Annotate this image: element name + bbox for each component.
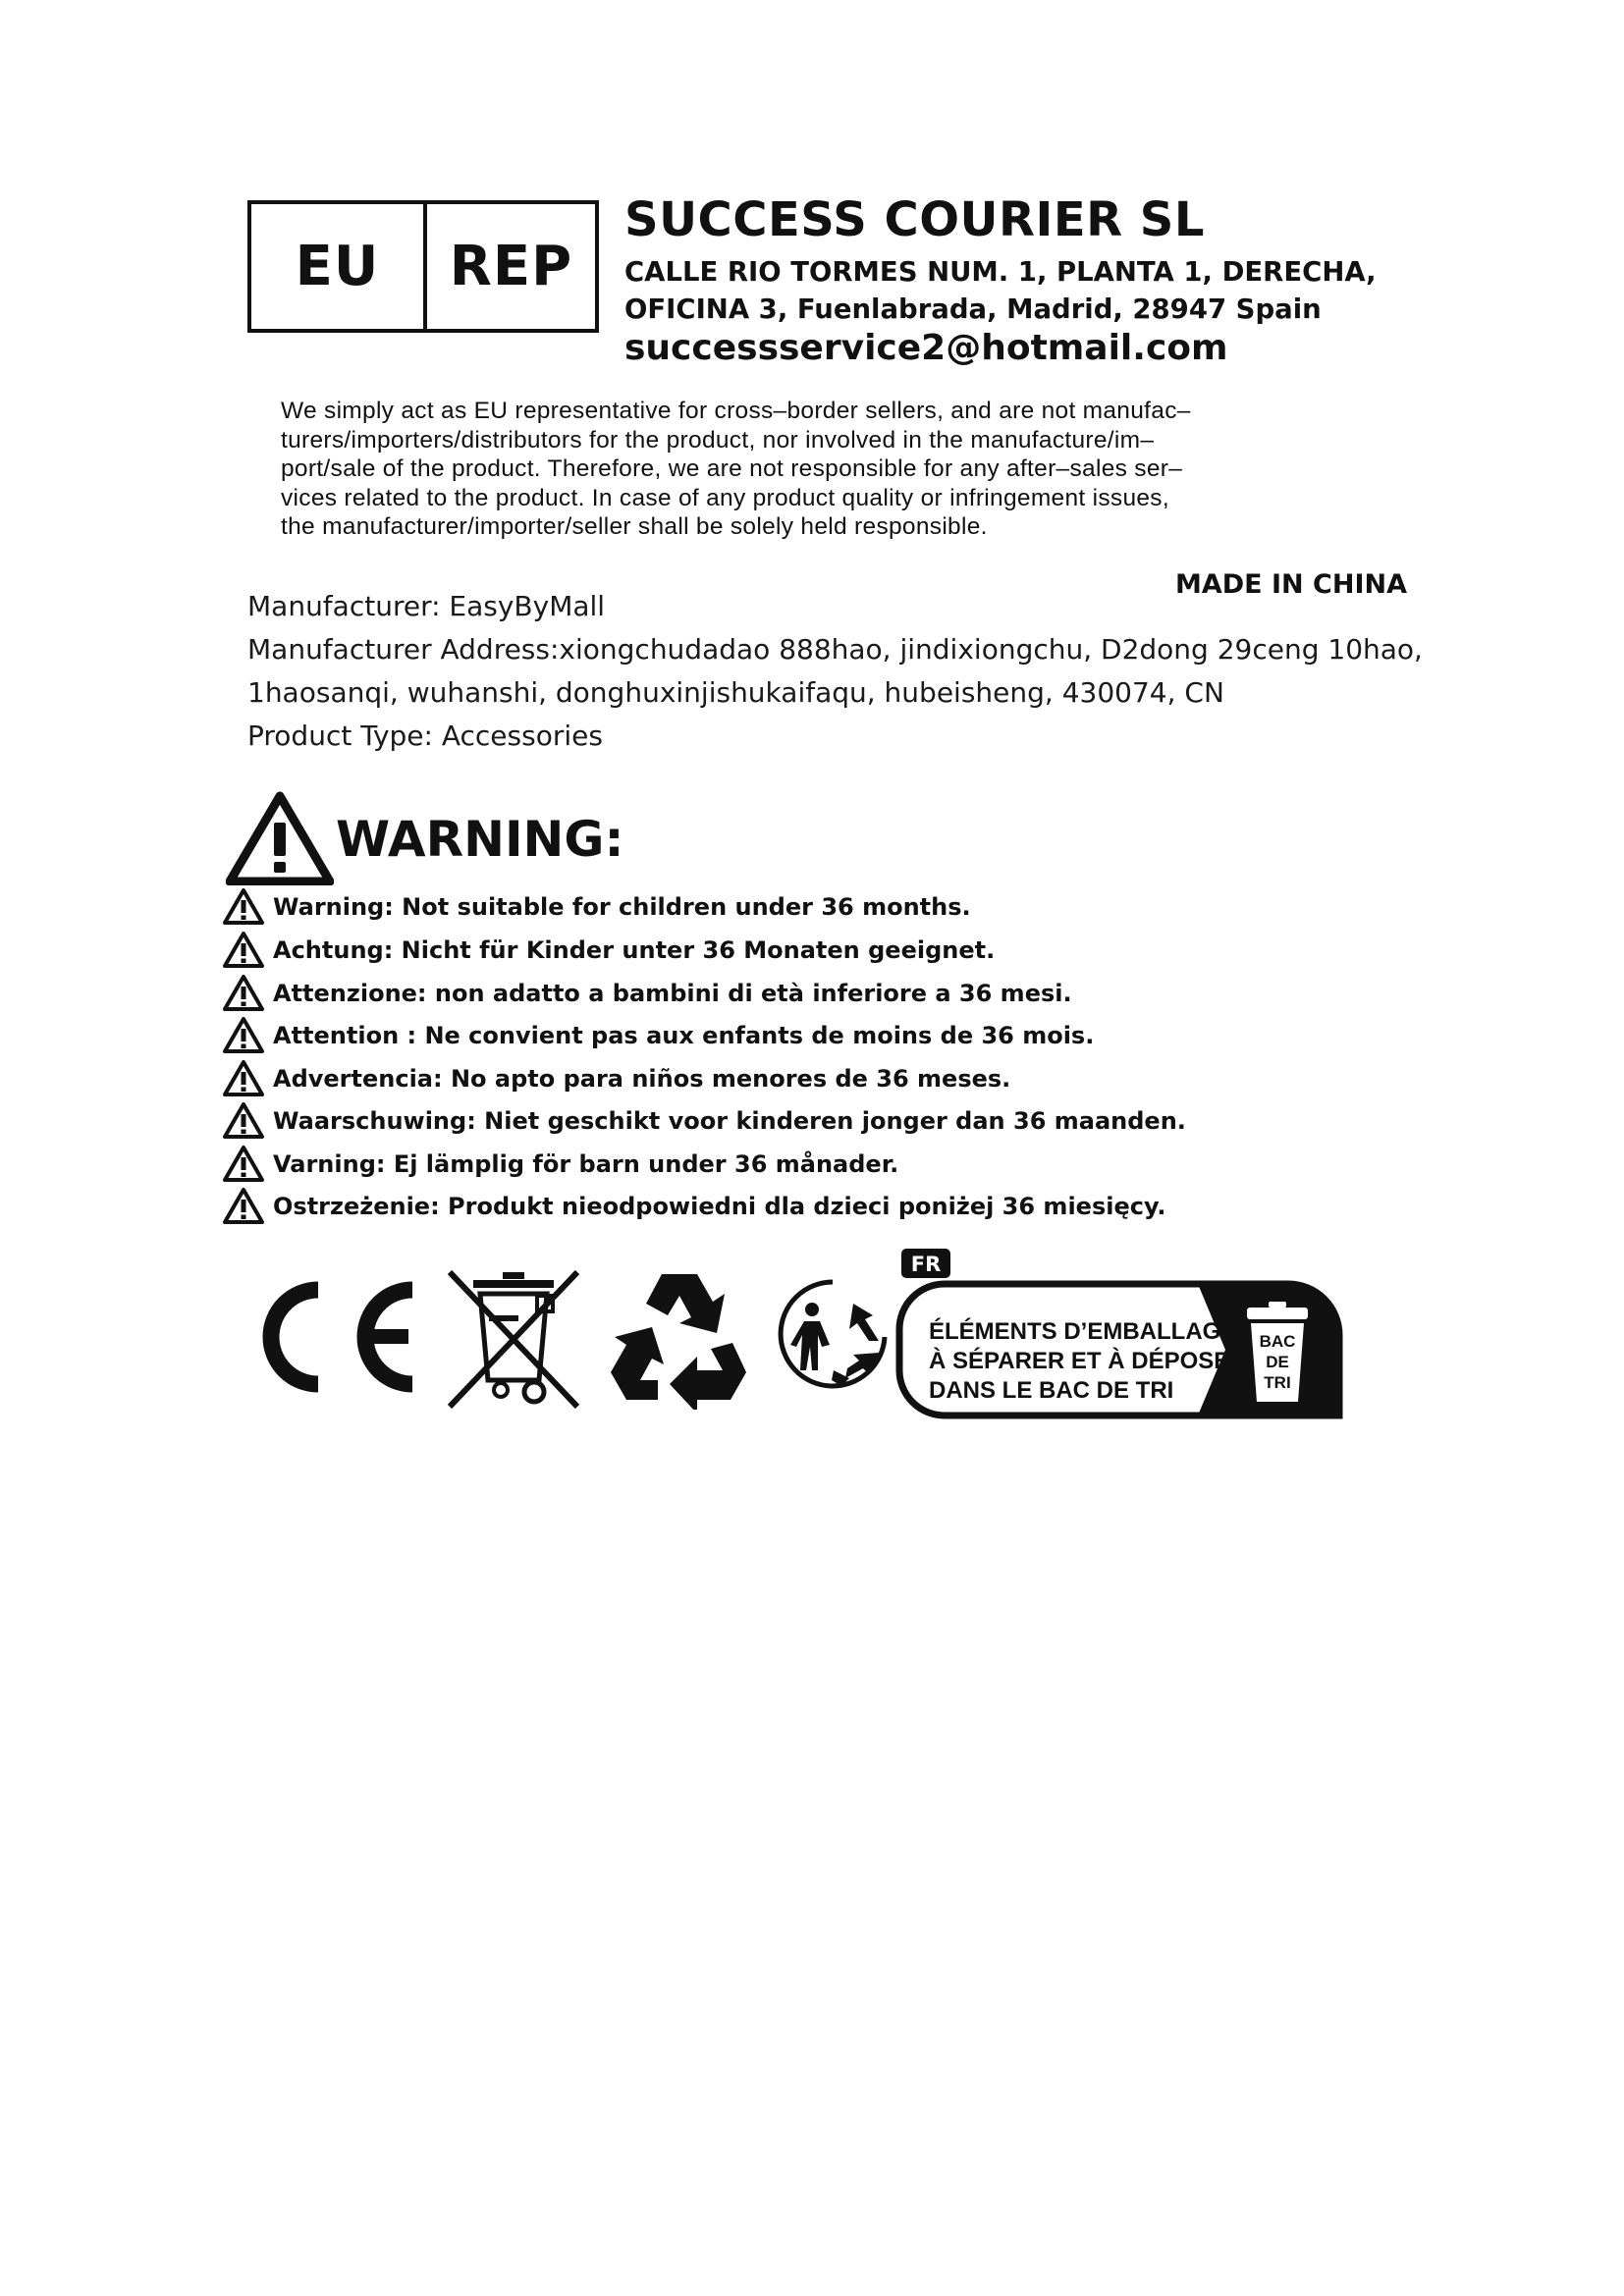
product-type: Product Type: Accessories (247, 720, 603, 752)
bin-label-line-2: DE (1266, 1353, 1289, 1371)
warning-item (222, 1101, 1186, 1141)
weee-crossed-bin-icon (444, 1264, 583, 1412)
recycle-icon (607, 1266, 750, 1410)
disclaimer-line: vices related to the product. In case of any product quality or infringement issues, (281, 484, 1169, 511)
warning-triangle-icon (222, 1145, 265, 1184)
warning-item-text: Warning: Not suitable for children under 36 months. (273, 893, 971, 921)
disclaimer-line: port/sale of the product. Therefore, we are not responsible for any after–sales ser– (281, 455, 1183, 482)
warning-triangle-icon (222, 1059, 265, 1098)
fr-label-line-3: DANS LE BAC DE TRI (929, 1377, 1174, 1404)
fr-sorting-info-label (895, 1249, 1357, 1421)
eu-rep-badge (247, 200, 599, 333)
manufacturer-name: Manufacturer: EasyByMall (247, 590, 606, 622)
fr-tag-text: FR (910, 1253, 942, 1276)
eu-rep-badge-rep: REP (449, 235, 573, 298)
eu-rep-badge-eu: EU (295, 235, 380, 298)
bin-label-line-3: TRI (1264, 1373, 1291, 1392)
warning-triangle-icon (222, 1016, 265, 1055)
warning-item-text: Advertencia: No apto para niños menores de 36 meses. (273, 1065, 1011, 1093)
warning-item-text: Waarschuwing: Niet geschikt voor kinderen jonger dan 36 maanden. (273, 1107, 1186, 1135)
warning-item-text: Achtung: Nicht für Kinder unter 36 Monaten geeignet. (273, 936, 996, 964)
made-in-label: MADE IN CHINA (1174, 569, 1407, 600)
warning-triangle-icon (222, 974, 265, 1013)
eu-rep-company-name: SUCCESS COURIER SL (624, 192, 1205, 247)
warning-item-text: Attenzione: non adatto a bambini di età inferiore a 36 mesi. (273, 980, 1072, 1007)
warning-triangle-icon (226, 791, 334, 885)
eu-rep-address-line-2: OFICINA 3, Fuenlabrada, Madrid, 28947 Spain (624, 294, 1322, 325)
warning-item-text: Attention : Ne convient pas aux enfants de moins de 36 mois. (273, 1022, 1095, 1049)
warning-item (222, 1187, 1166, 1226)
manufacturer-address-line-1: Manufacturer Address:xiongchudadao 888hao, jindixiongchu, D2dong 29ceng 10hao, (247, 633, 1423, 666)
warning-item (222, 1016, 1094, 1055)
warning-item (222, 1145, 898, 1184)
bin-label-line-1: BAC (1259, 1332, 1296, 1351)
disclaimer-paragraph (281, 397, 1400, 542)
warning-item (222, 887, 971, 927)
fr-label-line-1: ÉLÉMENTS D’EMBALLAGE (929, 1318, 1237, 1345)
eu-rep-email: successservice2@hotmail.com (624, 328, 1228, 368)
disclaimer-line: the manufacturer/importer/seller shall be solely held responsible. (281, 513, 988, 540)
sorting-bin-icon (1247, 1302, 1308, 1402)
warning-item (222, 931, 995, 970)
warning-triangle-icon (222, 1101, 265, 1141)
warning-item-text: Varning: Ej lämplig för barn under 36 månader. (273, 1150, 899, 1178)
warning-triangle-icon (222, 931, 265, 970)
warning-triangle-icon (222, 1187, 265, 1226)
warning-item (222, 974, 1072, 1013)
warning-item (222, 1059, 1010, 1098)
warning-title: WARNING: (336, 811, 624, 868)
triman-icon (775, 1276, 891, 1392)
manufacturer-address-line-2: 1haosanqi, wuhanshi, donghuxinjishukaifaqu, hubeisheng, 430074, CN (247, 676, 1224, 709)
disclaimer-line: turers/importers/distributors for the product, nor involved in the manufacture/im– (281, 426, 1155, 454)
warning-item-text: Ostrzeżenie: Produkt nieodpowiedni dla dzieci poniżej 36 miesięcy. (273, 1193, 1166, 1220)
eu-rep-address-line-1: CALLE RIO TORMES NUM. 1, PLANTA 1, DERECHA, (624, 256, 1377, 288)
disclaimer-line: We simply act as EU representative for cross–border sellers, and are not manufac– (281, 398, 1191, 424)
fr-label-line-2: À SÉPARER ET À DÉPOSER (929, 1348, 1247, 1374)
ce-mark-icon (253, 1276, 424, 1398)
warning-triangle-icon (222, 887, 265, 927)
